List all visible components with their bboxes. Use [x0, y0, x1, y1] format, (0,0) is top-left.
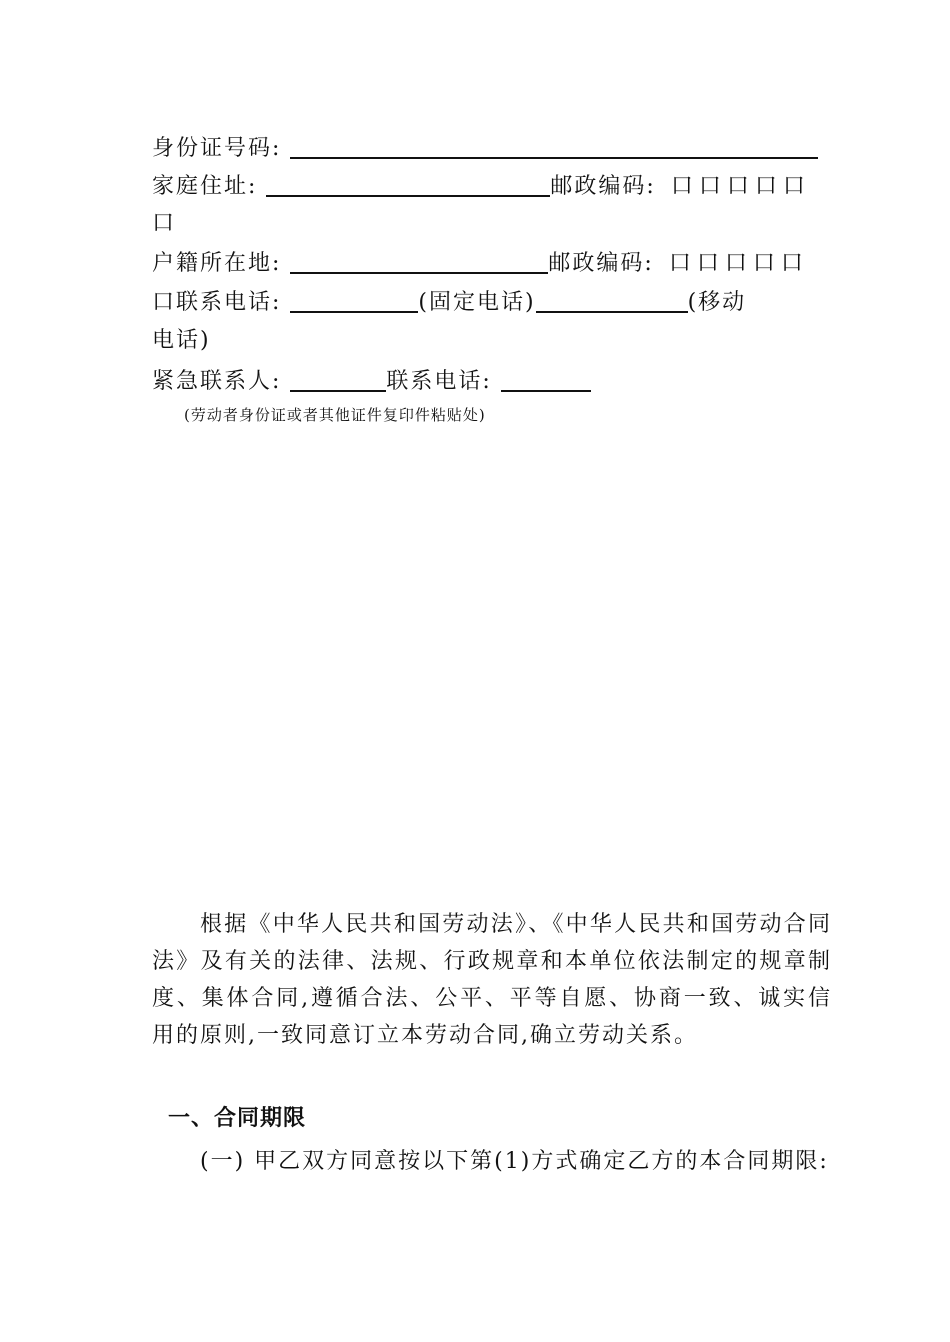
- clause-paragraph: (一) 甲乙双方同意按以下第(1)方式确定乙方的本合同期限:: [200, 1149, 829, 1174]
- home-address-row: [152, 171, 811, 202]
- id-number-label: 身份证号码:: [152, 136, 282, 161]
- postcode-label-2: 邮政编码:: [548, 251, 654, 276]
- section-heading: 一、合同期限: [168, 1106, 307, 1131]
- mobile-phone-note-cont: 电话): [152, 328, 211, 353]
- id-number-row: [152, 133, 818, 164]
- fixed-phone-field[interactable]: [290, 287, 418, 313]
- id-number-field[interactable]: [290, 133, 818, 159]
- hukou-row: [152, 248, 809, 279]
- phone-row: [152, 287, 746, 318]
- emergency-phone-field[interactable]: [501, 366, 591, 392]
- emergency-contact-label: 紧急联系人:: [152, 369, 282, 394]
- home-address-label: 家庭住址:: [152, 174, 258, 199]
- phone-label: 口联系电话:: [152, 290, 282, 315]
- home-address-field[interactable]: [266, 171, 550, 197]
- emergency-phone-label: 联系电话:: [386, 369, 492, 394]
- postcode-box-last[interactable]: 口: [152, 211, 177, 236]
- postcode-boxes[interactable]: 口口口口口: [670, 174, 811, 199]
- hukou-label: 户籍所在地:: [152, 251, 282, 276]
- hukou-field[interactable]: [290, 248, 548, 274]
- preamble-paragraph: 根据《中华人民共和国劳动法》、《中华人民共和国劳动合同法》及有关的法律、法规、行政规章和本单位依法制定的规章制度、集体合同,遵循合法、公平、平等自愿、协商一致、诚实信用的原则,一致同意订立本劳动合同,确立劳动关系。: [152, 912, 832, 1048]
- postcode-overflow-row: [152, 209, 176, 239]
- mobile-phone-field[interactable]: [536, 287, 688, 313]
- postcode-label: 邮政编码:: [550, 174, 656, 199]
- phone-overflow-row: [152, 326, 211, 356]
- emergency-contact-field[interactable]: [290, 366, 386, 392]
- postcode-boxes-2[interactable]: 口口口口口: [668, 251, 809, 276]
- emergency-row: [152, 366, 591, 397]
- mobile-phone-note: (移动: [687, 290, 747, 315]
- id-copy-note: (劳动者身份证或者其他证件复印件粘贴处): [184, 406, 486, 424]
- fixed-phone-note: (固定电话): [418, 290, 536, 315]
